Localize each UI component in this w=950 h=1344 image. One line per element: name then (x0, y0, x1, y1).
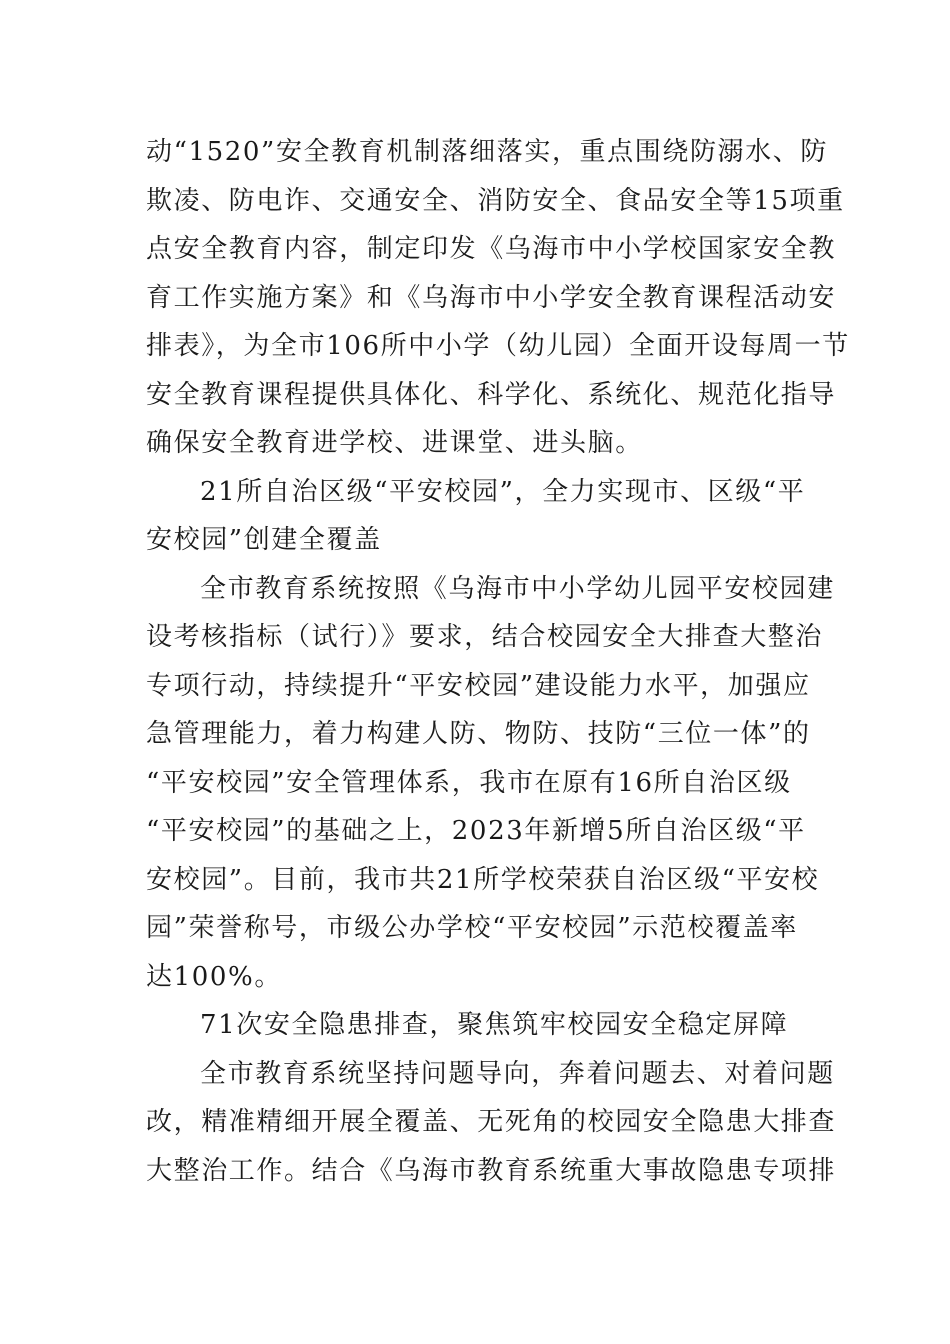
text-line: 专项行动，持续提升“平安校园”建设能力水平，加强应 (146, 670, 811, 701)
heading-line: 安校园”创建全覆盖 (146, 525, 382, 555)
text-line: 设考核指标（试行）》要求，结合校园安全大排查大整治 (146, 622, 824, 652)
paragraph-safe-campus (146, 565, 835, 1002)
text-line: 大整治工作。结合《乌海市教育系统重大事故隐患专项排 (146, 1155, 837, 1186)
text-line: 达100%。 (146, 961, 282, 992)
text-line: “平安校园”的基础之上，2023年新增5所自治区级“平 (146, 816, 806, 846)
text-line: 排表》，为全市106所中小学（幼儿园）全面开设每周一节 (146, 331, 850, 361)
text-line: 确保安全教育进学校、进课堂、进头脑。 (146, 428, 643, 458)
text-line: 全市教育系统按照《乌海市中小学幼儿园平安校园建 (200, 573, 835, 604)
text-line: 安校园”。目前，我市共21所学校荣获自治区级“平安校 (146, 864, 820, 895)
text-line: 欺凌、防电诈、交通安全、消防安全、食品安全等15项重 (146, 185, 845, 216)
section-heading-hazard-check (146, 1001, 806, 1050)
text-line: “平安校园”安全管理体系，我市在原有16所自治区级 (146, 767, 792, 798)
section-heading-safe-campus (146, 468, 806, 565)
text-line: 全市教育系统坚持问题导向，奔着问题去、对着问题 (200, 1058, 835, 1089)
text-line: 安全教育课程提供具体化、科学化、系统化、规范化指导 (146, 379, 837, 410)
text-line: 改，精准精细开展全覆盖、无死角的校园安全隐患大排查 (146, 1107, 837, 1137)
heading-line: 71次安全隐患排查，聚焦筑牢校园安全稳定屏障 (200, 1010, 789, 1040)
document-page (146, 128, 850, 1195)
paragraph-hazard-check (146, 1050, 837, 1196)
text-line: 动“1520”安全教育机制落细落实，重点围绕防溺水、防 (146, 137, 828, 167)
text-line: 点安全教育内容，制定印发《乌海市中小学校国家安全教 (146, 234, 837, 264)
text-line: 急管理能力，着力构建人防、物防、技防“三位一体”的 (146, 719, 811, 749)
text-line: 园”荣誉称号，市级公办学校“平安校园”示范校覆盖率 (146, 913, 798, 943)
heading-line: 21所自治区级“平安校园”，全力实现市、区级“平 (200, 476, 806, 507)
text-line: 育工作实施方案》和《乌海市中小学安全教育课程活动安 (146, 282, 837, 313)
paragraph-intro-continued (146, 128, 850, 468)
